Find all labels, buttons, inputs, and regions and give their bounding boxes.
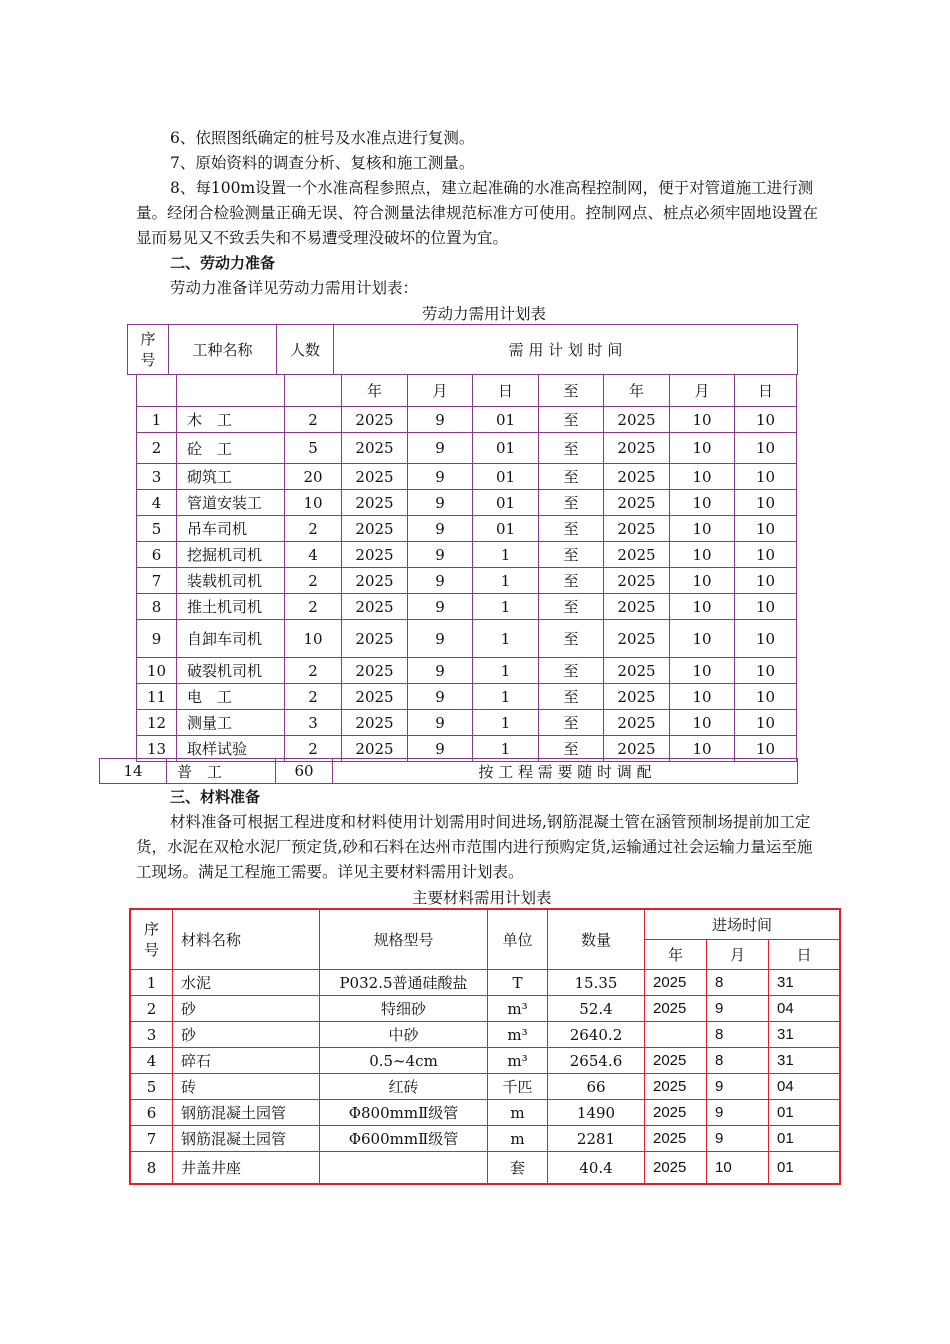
header-arrival-time: 进场时间 — [645, 910, 840, 940]
cell-seq: 12 — [137, 710, 177, 736]
section-heading-materials: 三、材料准备 — [170, 788, 261, 806]
table-row — [131, 1048, 840, 1074]
cell-worker-name: 吊车司机 — [177, 516, 285, 542]
cell-end-day: 10 — [735, 684, 797, 710]
paragraph-7: 7、原始资料的调查分析、复核和施工测量。 — [170, 154, 475, 172]
cell-end-month: 10 — [670, 516, 735, 542]
cell-start-year: 2025 — [342, 542, 408, 568]
cell-start-year: 2025 — [342, 568, 408, 594]
cell-count: 3 — [285, 710, 342, 736]
cell-seq: 3 — [137, 464, 177, 490]
header-count: 人数 — [277, 325, 334, 375]
cell-worker-name: 砌筑工 — [177, 464, 285, 490]
cell-start-day: 1 — [473, 658, 539, 684]
cell-start-month: 9 — [408, 710, 473, 736]
table-row — [131, 1152, 840, 1184]
cell-material-name: 钢筋混凝土园管 — [173, 1100, 320, 1126]
cell-seq: 5 — [137, 516, 177, 542]
subheader-day: 日 — [769, 940, 840, 970]
cell-seq: 6 — [131, 1100, 173, 1126]
cell-start-month: 9 — [408, 516, 473, 542]
cell-worker-name: 管道安装工 — [177, 490, 285, 516]
cell-end-year: 2025 — [604, 568, 670, 594]
cell-seq: 14 — [100, 759, 167, 784]
cell-spec: Φ800mmⅡ级管 — [320, 1100, 488, 1126]
cell-end-month: 10 — [670, 568, 735, 594]
cell-seq: 8 — [131, 1152, 173, 1184]
cell-to: 至 — [539, 620, 604, 658]
labor-table-last — [99, 758, 798, 784]
cell-count: 2 — [285, 658, 342, 684]
cell-start-day: 01 — [473, 433, 539, 464]
cell-material-name: 砂 — [173, 996, 320, 1022]
blank-cell — [177, 375, 285, 407]
cell-worker-name: 测量工 — [177, 710, 285, 736]
cell-end-day: 10 — [735, 620, 797, 658]
header-spec: 规格型号 — [320, 910, 488, 970]
cell-end-month: 10 — [670, 710, 735, 736]
cell-year: 2025 — [645, 1048, 707, 1074]
blank-cell — [285, 375, 342, 407]
cell-to: 至 — [539, 710, 604, 736]
cell-count: 2 — [285, 684, 342, 710]
cell-quantity: 1490 — [548, 1100, 645, 1126]
cell-year: 2025 — [645, 996, 707, 1022]
cell-seq: 13 — [137, 736, 177, 762]
subheader-year: 年 — [645, 940, 707, 970]
cell-month: 9 — [707, 1126, 769, 1152]
cell-worker-name: 砼 工 — [177, 433, 285, 464]
cell-day: 31 — [769, 1048, 840, 1074]
table-row — [131, 1022, 840, 1048]
cell-count: 60 — [276, 759, 333, 784]
cell-end-day: 10 — [735, 464, 797, 490]
cell-seq: 4 — [131, 1048, 173, 1074]
cell-year: 2025 — [645, 1100, 707, 1126]
cell-start-year: 2025 — [342, 516, 408, 542]
cell-unit: T — [488, 970, 548, 996]
cell-worker-name: 木 工 — [177, 407, 285, 433]
material-header-row — [131, 910, 840, 940]
cell-seq: 10 — [137, 658, 177, 684]
cell-seq: 8 — [137, 594, 177, 620]
header-unit: 单位 — [488, 910, 548, 970]
cell-seq: 7 — [131, 1126, 173, 1152]
cell-end-year: 2025 — [604, 658, 670, 684]
cell-quantity: 66 — [548, 1074, 645, 1100]
cell-end-year: 2025 — [604, 407, 670, 433]
cell-seq: 5 — [131, 1074, 173, 1100]
cell-end-month: 10 — [670, 433, 735, 464]
cell-start-year: 2025 — [342, 433, 408, 464]
cell-year: 2025 — [645, 1126, 707, 1152]
cell-year: 2025 — [645, 1074, 707, 1100]
cell-start-day: 1 — [473, 620, 539, 658]
cell-seq: 7 — [137, 568, 177, 594]
cell-start-month: 9 — [408, 594, 473, 620]
cell-quantity: 52.4 — [548, 996, 645, 1022]
cell-start-day: 01 — [473, 516, 539, 542]
cell-start-month: 9 — [408, 736, 473, 762]
cell-start-year: 2025 — [342, 594, 408, 620]
cell-end-month: 10 — [670, 594, 735, 620]
cell-start-year: 2025 — [342, 658, 408, 684]
cell-end-year: 2025 — [604, 710, 670, 736]
cell-to: 至 — [539, 684, 604, 710]
cell-end-month: 10 — [670, 464, 735, 490]
table-row — [137, 710, 797, 736]
cell-end-day: 10 — [735, 710, 797, 736]
cell-start-month: 9 — [408, 542, 473, 568]
cell-to: 至 — [539, 736, 604, 762]
cell-end-day: 10 — [735, 516, 797, 542]
cell-start-month: 9 — [408, 620, 473, 658]
cell-seq: 2 — [131, 996, 173, 1022]
cell-count: 2 — [285, 594, 342, 620]
subheader-month: 月 — [408, 375, 473, 407]
cell-start-day: 1 — [473, 542, 539, 568]
cell-end-month: 10 — [670, 542, 735, 568]
cell-unit: m³ — [488, 996, 548, 1022]
cell-worker-name: 取样试验 — [177, 736, 285, 762]
cell-start-day: 01 — [473, 407, 539, 433]
material-table-caption: 主要材料需用计划表 — [412, 889, 552, 907]
cell-start-year: 2025 — [342, 620, 408, 658]
cell-end-month: 10 — [670, 490, 735, 516]
cell-end-year: 2025 — [604, 594, 670, 620]
subheader-month: 月 — [670, 375, 735, 407]
cell-end-day: 10 — [735, 658, 797, 684]
cell-end-day: 10 — [735, 542, 797, 568]
cell-unit: 千匹 — [488, 1074, 548, 1100]
cell-month: 8 — [707, 1022, 769, 1048]
cell-month: 9 — [707, 1100, 769, 1126]
cell-to: 至 — [539, 658, 604, 684]
cell-worker-name: 自卸车司机 — [177, 620, 285, 658]
paragraph-8: 8、每100m设置一个水准高程参照点，建立起准确的水准高程控制网，便于对管道施工进行测量。经闭合检验测量正确无误、符合测量法律规范标准方可使用。控制网点、桩点必须牢固地设置在显而易见又不致丢失和不易遭受理没破坏的位置为宜。 — [136, 179, 819, 247]
cell-spec: 中砂 — [320, 1022, 488, 1048]
cell-count: 2 — [285, 407, 342, 433]
cell-spec: P032.5普通硅酸盐 — [320, 970, 488, 996]
labor-table-caption: 劳动力需用计划表 — [422, 305, 547, 323]
cell-end-year: 2025 — [604, 542, 670, 568]
table-row — [137, 658, 797, 684]
cell-spec: 0.5~4cm — [320, 1048, 488, 1074]
cell-day: 04 — [769, 996, 840, 1022]
cell-seq: 6 — [137, 542, 177, 568]
table-row — [137, 516, 797, 542]
cell-unit: m³ — [488, 1048, 548, 1074]
cell-end-month: 10 — [670, 736, 735, 762]
cell-material-name: 水泥 — [173, 970, 320, 996]
cell-seq: 4 — [137, 490, 177, 516]
section-heading-labor: 二、劳动力准备 — [170, 254, 276, 272]
cell-spec: 红砖 — [320, 1074, 488, 1100]
cell-start-day: 01 — [473, 490, 539, 516]
cell-to: 至 — [539, 433, 604, 464]
table-row — [131, 1126, 840, 1152]
cell-to: 至 — [539, 594, 604, 620]
cell-end-day: 10 — [735, 736, 797, 762]
cell-start-month: 9 — [408, 684, 473, 710]
cell-worker-name: 装载机司机 — [177, 568, 285, 594]
cell-material-name: 碎石 — [173, 1048, 320, 1074]
header-material-name: 材料名称 — [173, 910, 320, 970]
table-row — [131, 1074, 840, 1100]
cell-seq: 9 — [137, 620, 177, 658]
cell-count: 2 — [285, 516, 342, 542]
cell-seq: 2 — [137, 433, 177, 464]
cell-worker-name: 普 工 — [167, 759, 276, 784]
blank-cell — [137, 375, 177, 407]
cell-material-name: 钢筋混凝土园管 — [173, 1126, 320, 1152]
cell-worker-name: 电 工 — [177, 684, 285, 710]
header-seq: 序号 — [131, 910, 173, 970]
cell-end-month: 10 — [670, 684, 735, 710]
subheader-year: 年 — [604, 375, 670, 407]
cell-material-name: 井盖井座 — [173, 1152, 320, 1184]
cell-quantity: 15.35 — [548, 970, 645, 996]
cell-start-month: 9 — [408, 433, 473, 464]
table-row — [137, 407, 797, 433]
cell-start-month: 9 — [408, 490, 473, 516]
cell-worker-name: 推土机司机 — [177, 594, 285, 620]
table-row — [137, 464, 797, 490]
labor-intro-text: 劳动力准备详见劳动力需用计划表： — [170, 279, 419, 297]
cell-end-day: 10 — [735, 594, 797, 620]
subheader-month: 月 — [707, 940, 769, 970]
cell-note: 按 工 程 需 要 随 时 调 配 — [333, 759, 798, 784]
cell-start-year: 2025 — [342, 464, 408, 490]
cell-month: 9 — [707, 1074, 769, 1100]
cell-end-year: 2025 — [604, 516, 670, 542]
cell-to: 至 — [539, 542, 604, 568]
cell-end-year: 2025 — [604, 433, 670, 464]
cell-end-year: 2025 — [604, 620, 670, 658]
cell-month: 9 — [707, 996, 769, 1022]
table-row — [137, 684, 797, 710]
subheader-day: 日 — [735, 375, 797, 407]
subheader-day: 日 — [473, 375, 539, 407]
cell-to: 至 — [539, 490, 604, 516]
cell-seq: 3 — [131, 1022, 173, 1048]
header-seq: 序号 — [128, 325, 169, 375]
cell-spec — [320, 1152, 488, 1184]
cell-to: 至 — [539, 407, 604, 433]
cell-end-year: 2025 — [604, 464, 670, 490]
table-row — [131, 1100, 840, 1126]
materials-intro-text: 材料准备可根据工程进度和材料使用计划需用时间进场,钢筋混凝土管在涵管预制场提前加工定货，水泥在双枪水泥厂预定货,砂和石料在达州市范围内进行预购定货,运输通过社会运输力量运至施工现场。满足工程施工需要。详见主要材料需用计划表。 — [136, 813, 813, 881]
cell-start-day: 01 — [473, 464, 539, 490]
cell-seq: 1 — [137, 407, 177, 433]
cell-count: 2 — [285, 568, 342, 594]
cell-to: 至 — [539, 568, 604, 594]
cell-start-year: 2025 — [342, 710, 408, 736]
cell-count: 5 — [285, 433, 342, 464]
cell-count: 2 — [285, 736, 342, 762]
cell-start-month: 9 — [408, 658, 473, 684]
cell-quantity: 2654.6 — [548, 1048, 645, 1074]
cell-start-month: 9 — [408, 568, 473, 594]
cell-day: 01 — [769, 1126, 840, 1152]
cell-unit: m — [488, 1100, 548, 1126]
cell-year — [645, 1022, 707, 1048]
cell-end-year: 2025 — [604, 490, 670, 516]
cell-end-month: 10 — [670, 620, 735, 658]
table-row — [137, 433, 797, 464]
labor-table — [136, 374, 797, 762]
cell-month: 8 — [707, 970, 769, 996]
cell-day: 01 — [769, 1100, 840, 1126]
cell-count: 20 — [285, 464, 342, 490]
header-plan-time: 需 用 计 划 时 间 — [334, 325, 798, 375]
cell-end-year: 2025 — [604, 736, 670, 762]
cell-spec: Φ600mmⅡ级管 — [320, 1126, 488, 1152]
header-quantity: 数量 — [548, 910, 645, 970]
cell-seq: 1 — [131, 970, 173, 996]
table-row — [100, 759, 798, 784]
cell-unit: 套 — [488, 1152, 548, 1184]
table-row — [137, 594, 797, 620]
table-row — [137, 490, 797, 516]
cell-end-month: 10 — [670, 407, 735, 433]
cell-year: 2025 — [645, 1152, 707, 1184]
cell-start-day: 1 — [473, 710, 539, 736]
cell-unit: m — [488, 1126, 548, 1152]
paragraph-6: 6、依照图纸确定的桩号及水准点进行复测。 — [170, 129, 475, 147]
cell-count: 10 — [285, 490, 342, 516]
cell-to: 至 — [539, 464, 604, 490]
cell-material-name: 砖 — [173, 1074, 320, 1100]
cell-worker-name: 挖掘机司机 — [177, 542, 285, 568]
cell-start-month: 9 — [408, 464, 473, 490]
cell-end-day: 10 — [735, 407, 797, 433]
subheader-to: 至 — [539, 375, 604, 407]
cell-worker-name: 破裂机司机 — [177, 658, 285, 684]
table-row — [137, 542, 797, 568]
cell-day: 01 — [769, 1152, 840, 1184]
cell-start-day: 1 — [473, 568, 539, 594]
material-table — [130, 909, 840, 1184]
table-row — [131, 996, 840, 1022]
cell-seq: 11 — [137, 684, 177, 710]
cell-quantity: 2281 — [548, 1126, 645, 1152]
cell-start-day: 1 — [473, 736, 539, 762]
cell-day: 31 — [769, 1022, 840, 1048]
labor-subheader-row — [137, 375, 797, 407]
cell-month: 10 — [707, 1152, 769, 1184]
cell-spec: 特细砂 — [320, 996, 488, 1022]
cell-count: 10 — [285, 620, 342, 658]
cell-day: 31 — [769, 970, 840, 996]
labor-table-header — [127, 324, 798, 375]
header-worker-type: 工种名称 — [169, 325, 277, 375]
table-row — [137, 620, 797, 658]
cell-material-name: 砂 — [173, 1022, 320, 1048]
cell-year: 2025 — [645, 970, 707, 996]
cell-quantity: 40.4 — [548, 1152, 645, 1184]
cell-end-day: 10 — [735, 490, 797, 516]
cell-start-year: 2025 — [342, 736, 408, 762]
cell-start-year: 2025 — [342, 684, 408, 710]
cell-end-year: 2025 — [604, 684, 670, 710]
cell-day: 04 — [769, 1074, 840, 1100]
cell-end-month: 10 — [670, 658, 735, 684]
cell-start-month: 9 — [408, 407, 473, 433]
cell-end-day: 10 — [735, 433, 797, 464]
table-row — [137, 568, 797, 594]
cell-count: 4 — [285, 542, 342, 568]
table-row — [131, 970, 840, 996]
cell-month: 8 — [707, 1048, 769, 1074]
cell-end-day: 10 — [735, 568, 797, 594]
cell-quantity: 2640.2 — [548, 1022, 645, 1048]
cell-start-day: 1 — [473, 594, 539, 620]
cell-start-day: 1 — [473, 684, 539, 710]
cell-start-year: 2025 — [342, 407, 408, 433]
cell-to: 至 — [539, 516, 604, 542]
subheader-year: 年 — [342, 375, 408, 407]
cell-start-year: 2025 — [342, 490, 408, 516]
cell-unit: m³ — [488, 1022, 548, 1048]
